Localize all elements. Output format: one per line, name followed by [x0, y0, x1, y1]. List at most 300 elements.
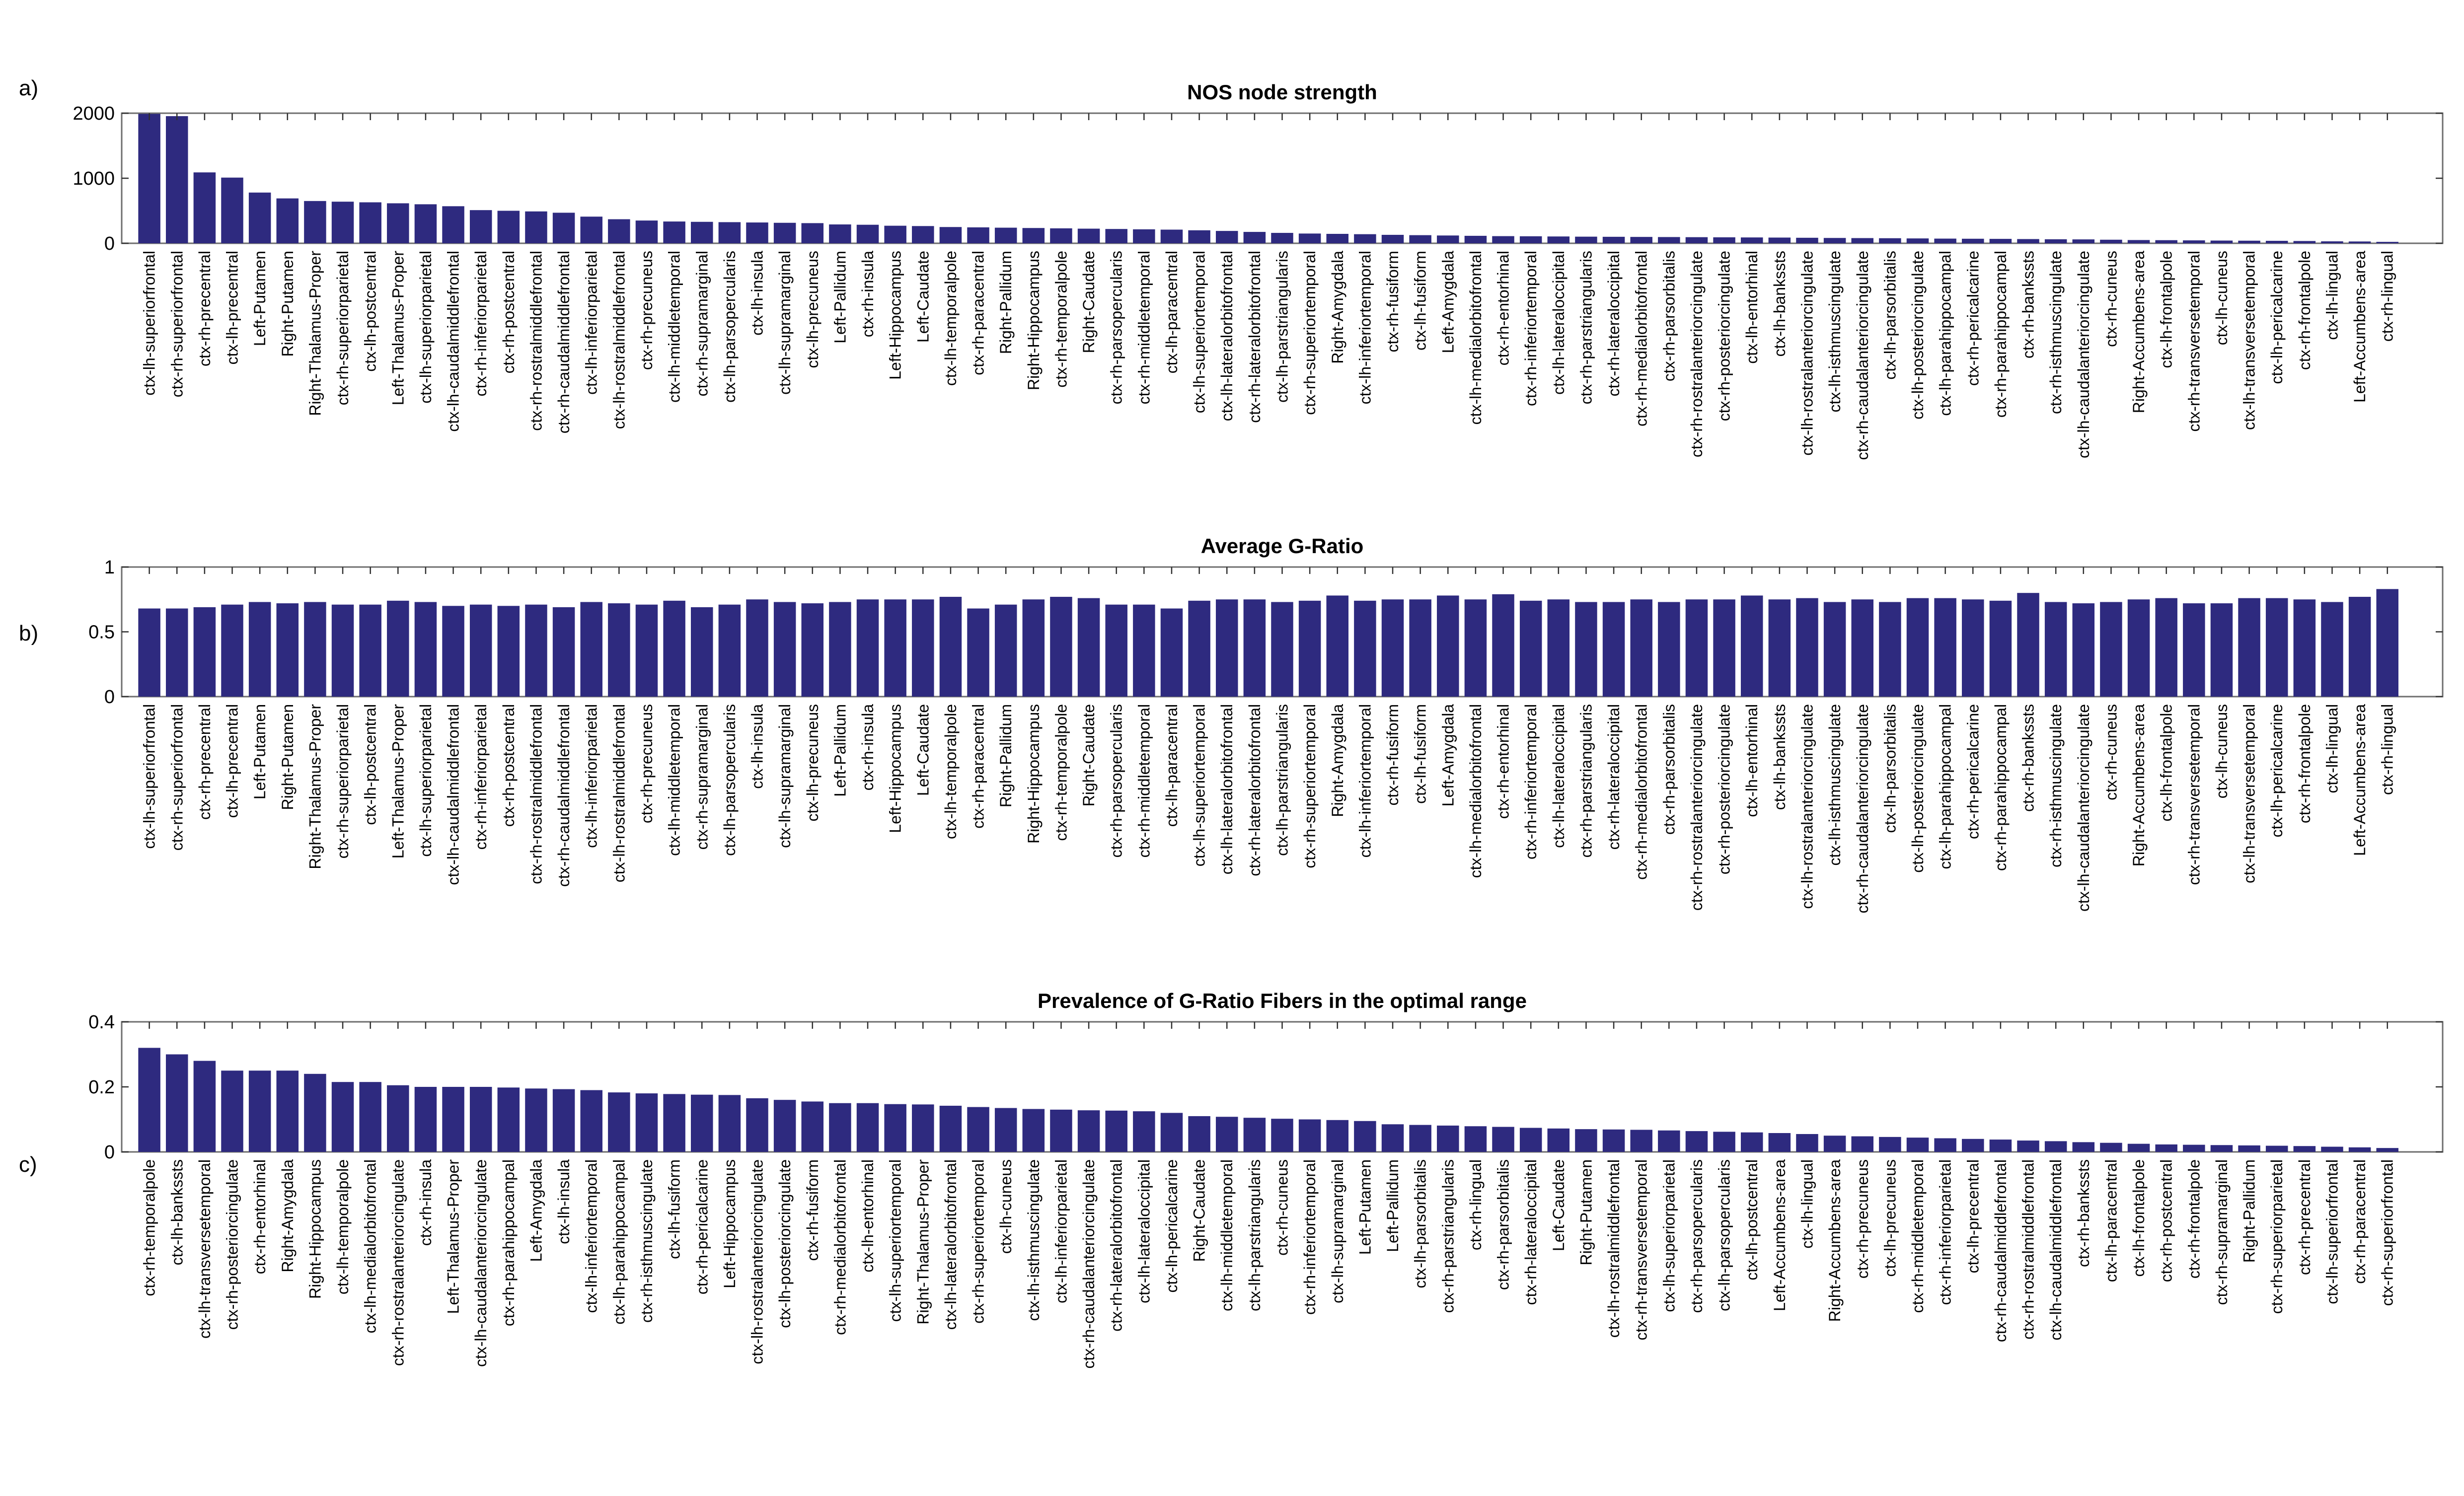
bar [332, 605, 354, 697]
y-tick-label: 0 [104, 233, 115, 254]
x-tick-label: ctx-lh-superiorfrontal [2323, 1159, 2341, 1304]
bar [1161, 609, 1183, 697]
y-tick-label: 0 [104, 687, 115, 708]
bar [1437, 1126, 1459, 1152]
bar [967, 609, 989, 697]
bar [415, 602, 437, 697]
x-tick-label: ctx-rh-transversetemporal [2185, 704, 2203, 885]
x-tick-label: Right-Amygdala [1328, 704, 1346, 817]
bar [719, 605, 741, 697]
x-tick-label: Left-Thalamus-Proper [444, 1159, 462, 1314]
bar [663, 601, 685, 697]
bar [802, 223, 824, 243]
bar [138, 609, 160, 697]
bar [1879, 1137, 1901, 1152]
x-tick-label: ctx-rh-entorhinal [1494, 251, 1512, 366]
bar [1713, 1132, 1735, 1152]
x-tick-label: ctx-rh-temporalpole [140, 1159, 158, 1296]
x-tick-label: Right-Caudate [1080, 251, 1098, 354]
bar [1023, 228, 1045, 243]
x-tick-label: ctx-rh-insula [859, 251, 877, 338]
bar [1851, 599, 1873, 697]
x-tick-label: ctx-lh-caudalmiddlefrontal [444, 251, 462, 432]
bar [221, 1070, 243, 1152]
x-tick-label: ctx-lh-caudalanteriorcingulate [2074, 704, 2092, 912]
bar [1575, 237, 1597, 243]
bar [1575, 602, 1597, 697]
bar [442, 206, 464, 243]
x-tick-label: Right-Putamen [1577, 1159, 1595, 1266]
x-tick-label: ctx-lh-frontalpole [2130, 1159, 2148, 1277]
bar [1161, 229, 1183, 243]
bar [221, 605, 243, 697]
bar [553, 607, 575, 697]
bar [2045, 239, 2067, 243]
x-tick-label: ctx-rh-postcentral [499, 704, 518, 827]
bar [1465, 599, 1487, 697]
chart-title: Prevalence of G-Ratio Fibers in the optimal range [1038, 989, 1527, 1012]
x-tick-label: ctx-lh-lateraloccipital [1135, 1159, 1153, 1303]
bar [2294, 1146, 2316, 1152]
chart-title: NOS node strength [1187, 80, 1377, 104]
bar [498, 606, 520, 697]
x-tick-label: Left-Thalamus-Proper [389, 704, 407, 859]
x-tick-label: ctx-lh-bankssts [1770, 251, 1789, 357]
x-tick-label: ctx-rh-caudalmiddlefrontal [555, 251, 573, 434]
x-tick-label: ctx-rh-caudalmiddlefrontal [1991, 1159, 2010, 1343]
bar [2266, 241, 2288, 243]
x-tick-label: ctx-rh-lateralorbitofrontal [1245, 251, 1264, 423]
bar [1990, 601, 2012, 697]
x-tick-label: ctx-lh-frontalpole [2157, 704, 2175, 822]
x-tick-label: ctx-lh-transversetemporal [195, 1159, 214, 1339]
bar [663, 221, 685, 243]
x-tick-label: ctx-lh-isthmuscingulate [1024, 1159, 1043, 1321]
bar [1907, 238, 1929, 243]
bar [2321, 1147, 2343, 1152]
x-tick-label: Left-Accumbens-area [2351, 704, 2369, 856]
bar [1769, 1133, 1791, 1152]
x-tick-label: ctx-rh-rostralmiddlefrontal [2019, 1159, 2037, 1340]
bar [442, 1087, 464, 1152]
bar [1105, 605, 1127, 697]
x-tick-label: ctx-lh-rostralmiddlefrontal [1605, 1159, 1623, 1338]
bar [1630, 237, 1652, 243]
x-tick-label: ctx-lh-entorhinal [1743, 704, 1761, 817]
x-tick-label: ctx-lh-cuneus [997, 1159, 1015, 1254]
bar [2073, 1142, 2095, 1152]
x-tick-label: ctx-lh-superiorparietal [416, 704, 435, 857]
x-tick-label: Right-Hippocampus [306, 1159, 324, 1299]
bar [1686, 599, 1708, 697]
x-tick-label: ctx-rh-rostralanteriorcingulate [1687, 251, 1706, 458]
bar [1299, 601, 1321, 697]
x-tick-label: ctx-lh-paracentral [1162, 251, 1181, 374]
bar [1879, 602, 1901, 697]
x-tick-label: Left-Caudate [914, 704, 932, 796]
bar [387, 601, 409, 697]
x-tick-label: ctx-rh-superiortemporal [969, 1159, 987, 1324]
x-tick-label: ctx-lh-parstriangularis [1273, 251, 1291, 403]
x-tick-label: ctx-rh-frontalpole [2295, 704, 2314, 824]
x-tick-label: ctx-lh-supramarginal [1328, 1159, 1346, 1303]
x-tick-label: ctx-lh-pericalcarine [2268, 251, 2286, 384]
bar [2211, 1145, 2233, 1152]
bar [1327, 595, 1349, 697]
x-tick-label: ctx-rh-cuneus [1273, 1159, 1291, 1256]
chart-panel-2 [19, 534, 2443, 914]
x-tick-label: Left-Amygdala [1439, 251, 1457, 354]
x-tick-label: Left-Putamen [251, 251, 269, 347]
x-tick-label: ctx-lh-parahippocampal [610, 1159, 628, 1325]
bar [636, 1093, 658, 1152]
bar [2183, 1145, 2205, 1152]
bar [2266, 598, 2288, 697]
x-tick-label: Right-Hippocampus [1024, 704, 1043, 844]
bar [470, 210, 492, 243]
x-tick-label: ctx-lh-pericalcarine [1162, 1159, 1181, 1293]
x-tick-label: Left-Accumbens-area [1770, 1159, 1789, 1311]
bar [1741, 237, 1763, 243]
x-tick-label: ctx-lh-postcentral [1743, 1159, 1761, 1281]
x-tick-label: ctx-lh-medialorbitofrontal [1466, 251, 1485, 425]
bar [912, 599, 934, 697]
bar [249, 1070, 271, 1152]
x-tick-label: ctx-lh-parstriangularis [1245, 1159, 1264, 1311]
x-tick-label: ctx-lh-isthmuscingulate [1826, 251, 1844, 413]
bar [1244, 232, 1266, 243]
bar [1851, 238, 1873, 243]
bar [221, 178, 243, 243]
x-tick-label: ctx-lh-cuneus [2212, 251, 2231, 346]
x-tick-label: ctx-rh-rostralanteriorcingulate [389, 1159, 407, 1366]
x-tick-label: ctx-lh-parsorbitalis [1881, 704, 1899, 833]
x-tick-label: ctx-rh-transversetemporal [1632, 1159, 1650, 1341]
bar [719, 222, 741, 243]
x-tick-label: ctx-lh-parstriangularis [1273, 704, 1291, 856]
x-tick-label: ctx-lh-supramarginal [776, 704, 794, 848]
x-tick-label: ctx-lh-caudalmiddlefrontal [444, 704, 462, 885]
x-tick-label: ctx-rh-insula [416, 1159, 435, 1246]
x-tick-label: ctx-rh-temporalpole [1052, 251, 1070, 388]
x-tick-label: ctx-rh-cuneus [2102, 704, 2120, 800]
bar [1244, 1118, 1266, 1152]
x-tick-label: ctx-lh-transversetemporal [2240, 251, 2258, 430]
chart-panel-3 [19, 989, 2443, 1369]
x-tick-label: ctx-rh-parahippocampal [1991, 704, 2010, 871]
x-tick-label: ctx-lh-parsopercularis [1715, 1159, 1733, 1311]
x-tick-label: ctx-rh-inferiorparietal [1936, 1159, 1954, 1305]
y-tick-label: 0.5 [88, 622, 115, 643]
x-tick-label: ctx-rh-superiorfrontal [168, 251, 186, 398]
x-tick-label: ctx-rh-parstriangularis [1577, 704, 1595, 858]
bar [1354, 601, 1376, 697]
x-tick-label: ctx-lh-bankssts [168, 1159, 186, 1266]
bar [1327, 1120, 1349, 1152]
bar [2321, 241, 2343, 243]
bar [2183, 240, 2205, 243]
bar [1824, 238, 1846, 243]
bar [1105, 229, 1127, 243]
bar [940, 227, 962, 243]
x-tick-label: ctx-lh-superiorparietal [1660, 1159, 1678, 1312]
x-tick-label: ctx-lh-parsopercularis [720, 704, 739, 856]
bar [691, 607, 713, 697]
bar [857, 599, 879, 697]
x-tick-label: ctx-rh-parstriangularis [1439, 1159, 1457, 1313]
x-tick-label: ctx-rh-fusiform [1384, 704, 1402, 806]
x-tick-label: ctx-rh-paracentral [2351, 1159, 2369, 1284]
bar [415, 204, 437, 243]
bar [1741, 1133, 1763, 1152]
x-tick-label: ctx-lh-entorhinal [859, 1159, 877, 1273]
bar [1934, 598, 1956, 697]
bar [1962, 599, 1984, 697]
bar [194, 1061, 216, 1152]
x-tick-label: ctx-rh-precentral [195, 250, 214, 366]
bar [249, 193, 271, 243]
y-tick-label: 0 [104, 1142, 115, 1163]
x-tick-label: ctx-rh-caudalanteriorcingulate [1080, 1159, 1098, 1369]
x-tick-label: ctx-rh-precentral [2295, 1159, 2314, 1275]
x-tick-label: ctx-rh-medialorbitofrontal [1632, 704, 1650, 880]
x-tick-label: ctx-lh-medialorbitofrontal [1466, 704, 1485, 878]
x-tick-label: ctx-rh-isthmuscingulate [2047, 704, 2065, 867]
x-tick-label: ctx-lh-posteriorcingulate [776, 1159, 794, 1328]
x-tick-label: ctx-rh-lingual [2378, 251, 2396, 342]
bar [1990, 239, 2012, 243]
x-tick-label: ctx-rh-posteriorcingulate [1715, 704, 1733, 875]
x-tick-label: ctx-rh-lateraloccipital [1522, 1159, 1540, 1305]
x-tick-label: ctx-rh-rostralmiddlefrontal [527, 704, 545, 884]
x-tick-label: Left-Pallidum [831, 704, 849, 797]
bar [1023, 599, 1045, 697]
bar [249, 602, 271, 697]
bar [1465, 236, 1487, 243]
bar [2155, 1144, 2177, 1152]
bar [2128, 1144, 2150, 1152]
bar [1548, 236, 1570, 243]
bar [1271, 602, 1293, 697]
x-tick-label: Left-Putamen [251, 704, 269, 800]
x-tick-label: ctx-rh-lingual [1466, 1159, 1485, 1251]
x-tick-label: ctx-lh-parahippocampal [1936, 250, 1954, 416]
x-tick-label: ctx-lh-parsopercularis [720, 251, 739, 403]
x-tick-label: ctx-rh-supramarginal [693, 704, 711, 850]
bar [884, 226, 906, 243]
x-tick-label: Right-Pallidum [2240, 1159, 2258, 1263]
x-tick-label: ctx-rh-superiorfrontal [2378, 1159, 2396, 1306]
bar [2183, 603, 2205, 697]
bar [1437, 595, 1459, 697]
bar [2376, 242, 2398, 243]
x-tick-label: ctx-lh-insula [748, 251, 766, 336]
x-tick-label: ctx-lh-bankssts [1770, 704, 1789, 810]
bar [2100, 602, 2122, 697]
x-tick-label: ctx-rh-caudalanteriorcingulate [1853, 251, 1871, 460]
bar [415, 1087, 437, 1152]
x-tick-label: ctx-lh-parahippocampal [1936, 704, 1954, 869]
x-tick-label: ctx-lh-precentral [1964, 1159, 1982, 1274]
x-tick-label: ctx-lh-superiortemporal [1190, 704, 1208, 867]
bar [1520, 236, 1542, 243]
x-tick-label: Left-Hippocampus [886, 250, 904, 380]
bar [470, 605, 492, 697]
bar [1299, 233, 1321, 243]
bar [553, 1089, 575, 1152]
bar [746, 222, 768, 243]
bar [359, 605, 381, 697]
bar [2128, 599, 2150, 697]
x-tick-label: ctx-rh-superiorfrontal [168, 704, 186, 851]
x-tick-label: Left-Putamen [1356, 1159, 1374, 1255]
bar [2017, 593, 2039, 697]
y-tick-label: 0.2 [88, 1077, 115, 1098]
bar [277, 1070, 299, 1152]
bar [1188, 230, 1210, 243]
x-tick-label: ctx-rh-lateralorbitofrontal [1107, 1159, 1125, 1332]
x-tick-label: ctx-rh-rostralanteriorcingulate [1687, 704, 1706, 911]
bar [2100, 1143, 2122, 1152]
x-tick-label: ctx-lh-pericalcarine [2268, 704, 2286, 838]
bar [138, 114, 160, 243]
bar [1271, 233, 1293, 243]
bar [1658, 237, 1680, 243]
bar [691, 1095, 713, 1152]
bar [1824, 602, 1846, 697]
bar [1575, 1129, 1597, 1152]
bar [1299, 1120, 1321, 1152]
bar [277, 199, 299, 243]
bar [1990, 1140, 2012, 1152]
bar [277, 603, 299, 697]
bar [691, 222, 713, 243]
x-tick-label: ctx-lh-supramarginal [776, 251, 794, 395]
bar [967, 1107, 989, 1152]
bar [884, 1104, 906, 1152]
bar [166, 116, 188, 243]
bar [1796, 598, 1818, 697]
bar [166, 1055, 188, 1152]
x-tick-label: ctx-rh-medialorbitofrontal [1632, 251, 1650, 427]
x-tick-label: Right-Pallidum [997, 251, 1015, 355]
x-tick-label: ctx-lh-parsorbitalis [1881, 251, 1899, 380]
x-tick-label: ctx-rh-parsopercularis [1107, 704, 1125, 858]
bar [553, 213, 575, 243]
bar [1409, 599, 1431, 697]
bar [525, 212, 547, 243]
x-tick-label: ctx-lh-rostralanteriorcingulate [1798, 704, 1816, 909]
y-tick-label: 2000 [73, 103, 115, 124]
x-tick-label: ctx-rh-transversetemporal [2185, 251, 2203, 432]
x-tick-label: Left-Amygdala [527, 1159, 545, 1262]
x-tick-label: ctx-lh-rostralanteriorcingulate [748, 1159, 766, 1364]
x-tick-label: ctx-rh-isthmuscingulate [2047, 251, 2065, 414]
bar [1741, 595, 1763, 697]
x-tick-label: ctx-rh-inferiorparietal [472, 704, 490, 850]
bar [1382, 599, 1404, 697]
x-tick-label: ctx-lh-superiortemporal [886, 1159, 904, 1322]
x-tick-label: Right-Thalamus-Proper [306, 251, 324, 416]
x-tick-label: ctx-lh-frontalpole [2157, 251, 2175, 368]
x-tick-label: ctx-lh-medialorbitofrontal [361, 1159, 379, 1334]
bar [1465, 1126, 1487, 1152]
x-tick-label: ctx-lh-superiortemporal [1190, 251, 1208, 414]
x-tick-label: ctx-rh-superiortemporal [1301, 251, 1319, 415]
x-tick-label: ctx-rh-postcentral [499, 251, 518, 374]
x-tick-label: ctx-rh-lateraloccipital [1605, 251, 1623, 397]
x-tick-label: ctx-rh-caudalmiddlefrontal [555, 704, 573, 887]
bar [608, 603, 630, 697]
x-tick-label: ctx-lh-insula [555, 1159, 573, 1244]
bar [829, 1103, 851, 1152]
bar [580, 1090, 602, 1152]
bar [802, 603, 824, 697]
bar [2238, 1145, 2260, 1152]
x-tick-label: ctx-rh-postcentral [2157, 1159, 2175, 1282]
bar [1769, 237, 1791, 243]
bar [1658, 1131, 1680, 1152]
panel-letter: c) [19, 1152, 37, 1177]
bar [2128, 240, 2150, 243]
x-tick-label: ctx-lh-precuneus [803, 251, 821, 368]
x-tick-label: ctx-lh-postcentral [361, 251, 379, 372]
bar [663, 1094, 685, 1152]
x-tick-label: ctx-rh-lateraloccipital [1605, 704, 1623, 850]
x-tick-label: ctx-lh-lateraloccipital [1549, 251, 1568, 395]
x-tick-label: Right-Caudate [1080, 704, 1098, 807]
bar [304, 602, 326, 697]
x-tick-label: Right-Amygdala [278, 1159, 297, 1273]
bar [470, 1087, 492, 1152]
bar [1078, 598, 1100, 697]
bar [967, 227, 989, 243]
bar [857, 225, 879, 243]
bar [2073, 239, 2095, 243]
bar [912, 1104, 934, 1152]
x-tick-label: ctx-lh-inferiortemporal [582, 1159, 600, 1313]
x-tick-label: ctx-rh-inferiorparietal [472, 251, 490, 397]
bar [636, 605, 658, 697]
x-tick-label: ctx-lh-insula [748, 704, 766, 789]
bar [829, 602, 851, 697]
x-tick-label: Right-Putamen [278, 704, 297, 810]
x-tick-label: ctx-rh-precentral [195, 704, 214, 820]
bar [2349, 1147, 2371, 1152]
x-tick-label: Left-Amygdala [1439, 704, 1457, 807]
bar [1437, 235, 1459, 243]
x-tick-label: ctx-lh-inferiorparietal [582, 251, 600, 395]
bar [194, 172, 216, 243]
x-tick-label: Left-Hippocampus [720, 1159, 739, 1288]
bar [2349, 597, 2371, 697]
bar [829, 224, 851, 243]
x-tick-label: ctx-rh-parsorbitalis [1660, 704, 1678, 835]
bar [1409, 1125, 1431, 1152]
bar [1133, 1111, 1155, 1152]
x-tick-label: ctx-lh-paracentral [1162, 704, 1181, 827]
bar [2321, 602, 2343, 697]
bar [387, 203, 409, 243]
x-tick-label: ctx-lh-entorhinal [1743, 251, 1761, 364]
x-tick-label: ctx-rh-bankssts [2074, 1159, 2092, 1267]
bar [442, 606, 464, 697]
x-tick-label: ctx-lh-fusiform [1411, 704, 1429, 804]
x-tick-label: Left-Accumbens-area [2351, 251, 2369, 403]
bar [1520, 1128, 1542, 1152]
bar [359, 1082, 381, 1152]
bar [1271, 1119, 1293, 1152]
